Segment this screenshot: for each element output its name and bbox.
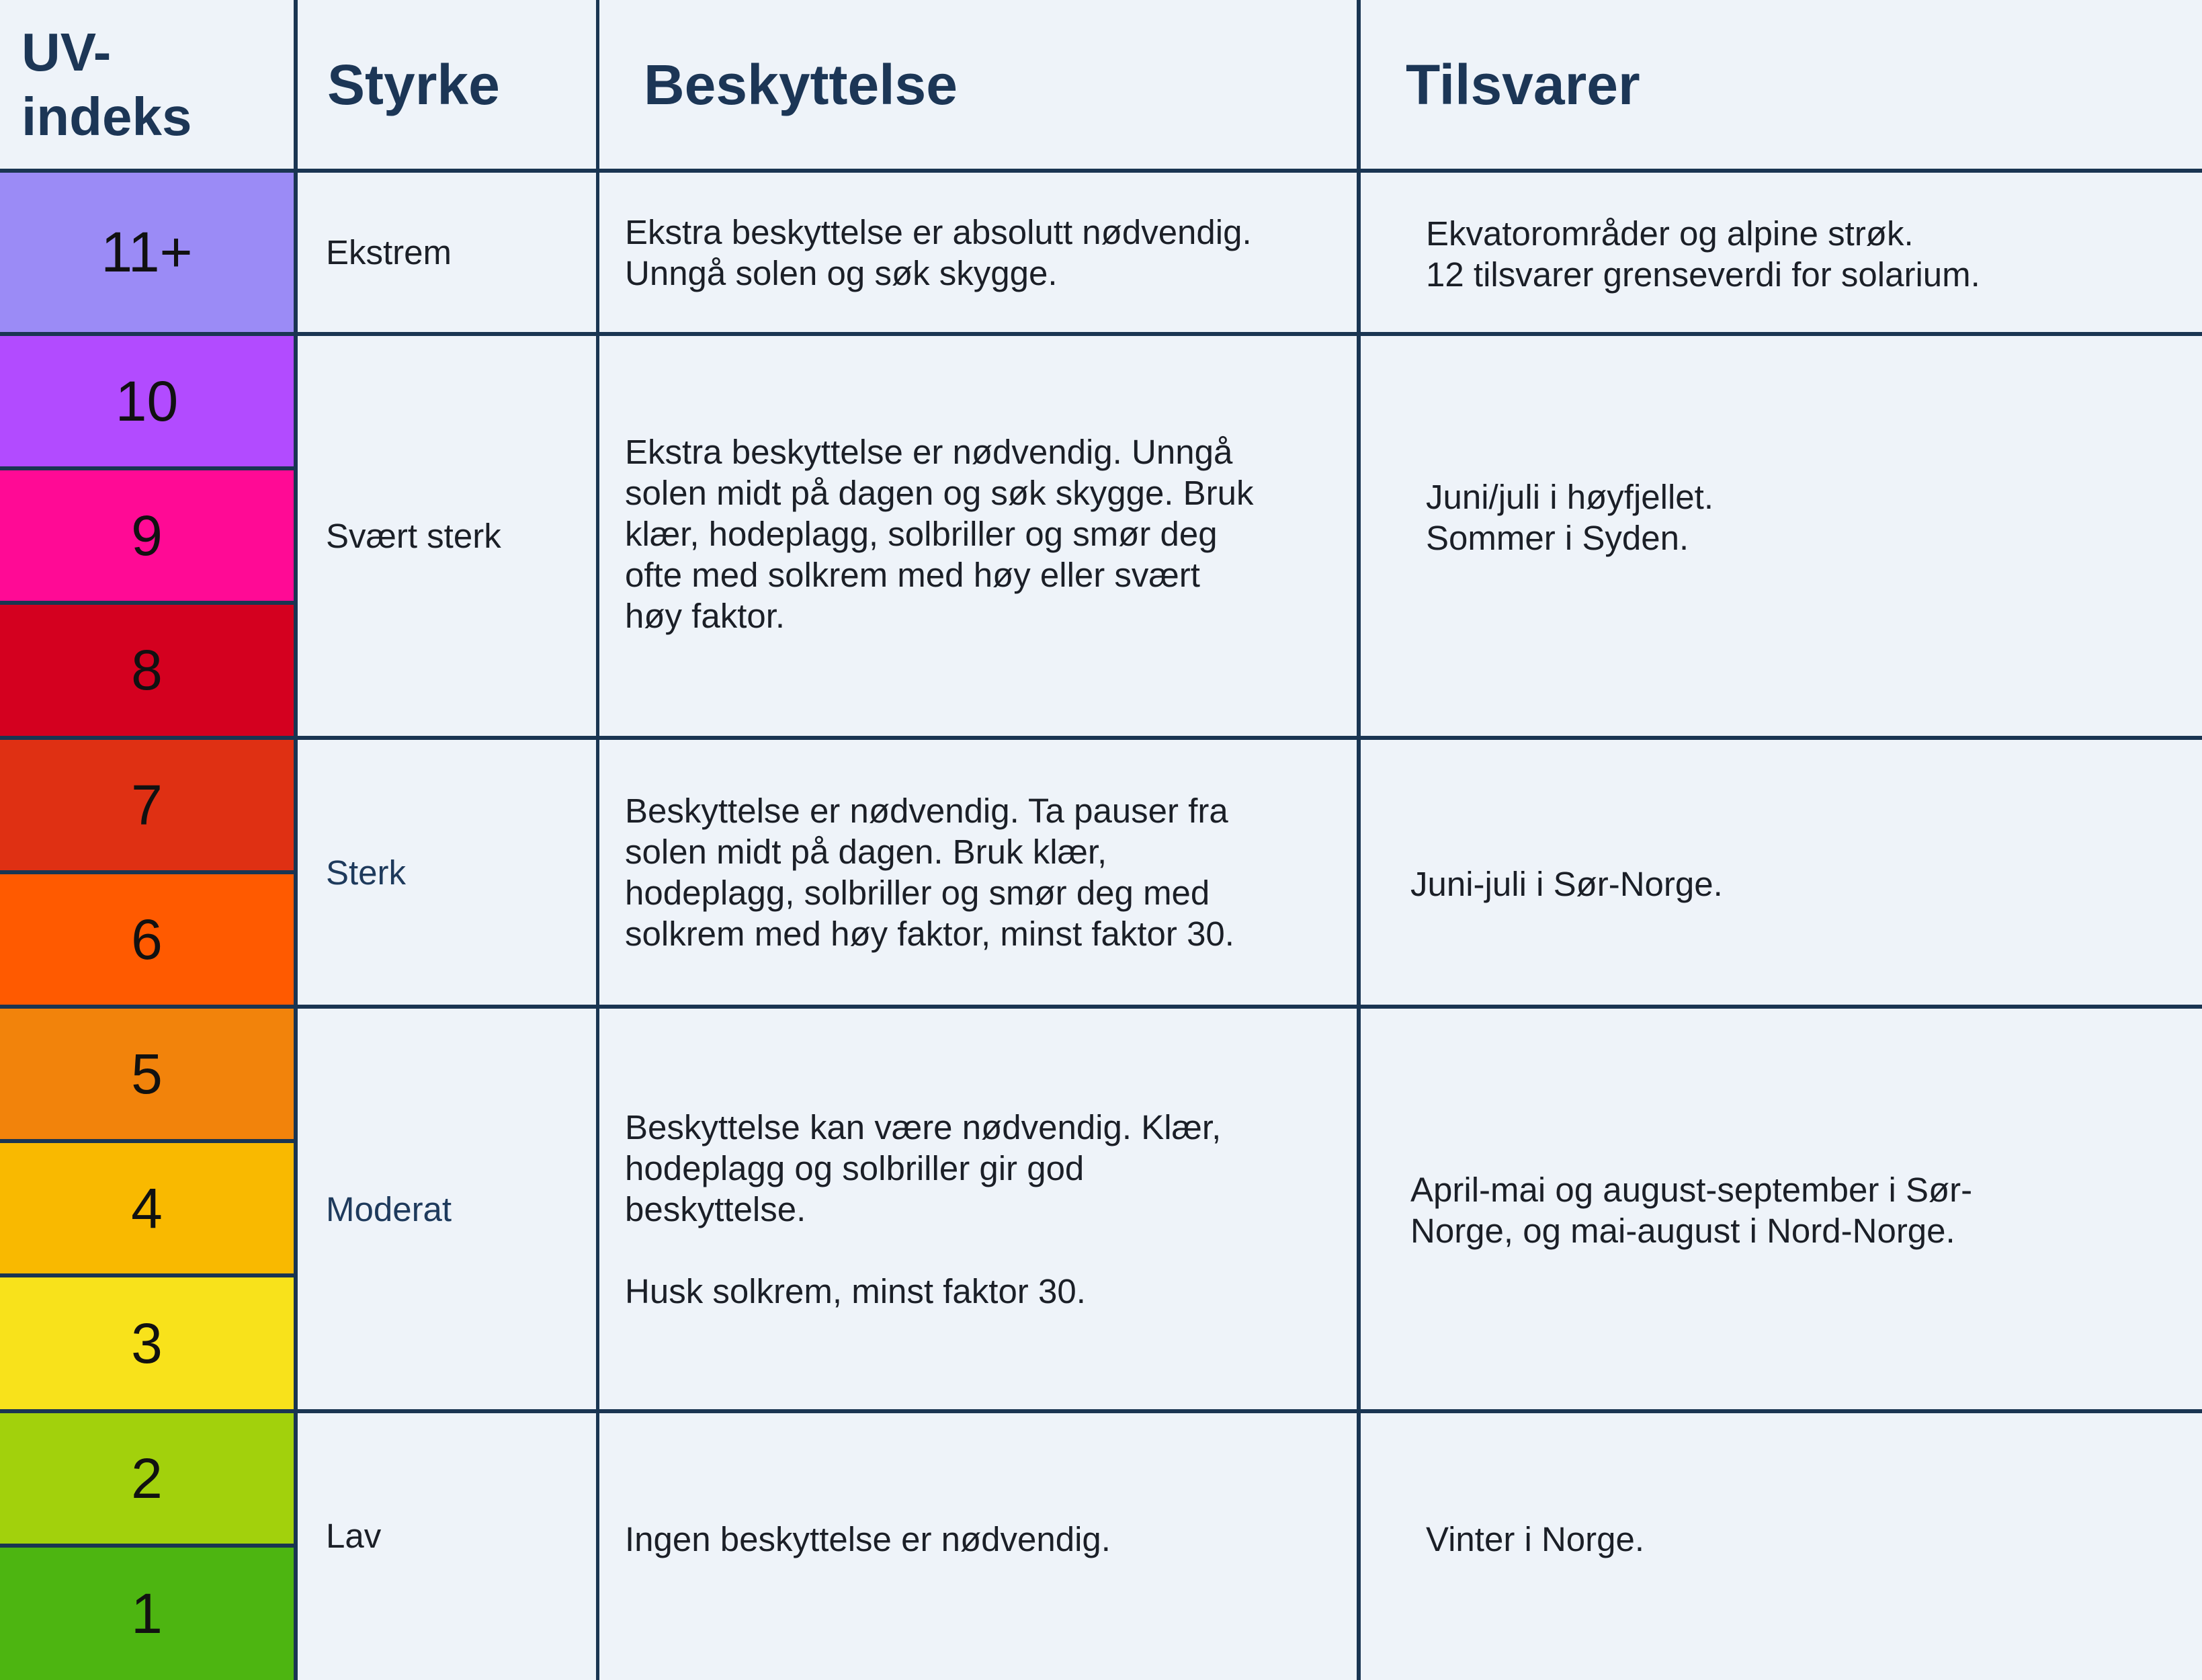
strength-very-strong: Svært sterk: [326, 517, 501, 555]
uv-level-5: [0, 1009, 294, 1139]
uv-level-label: 10: [115, 369, 179, 433]
grid-line-uv-divider: [0, 1544, 296, 1548]
protection-moderate: Beskyttelse kan være nødvendig. Klær, hodeplagg og solbriller gir god beskyttelse. Husk solkrem, minst faktor 30.: [625, 1107, 1222, 1310]
grid-line-uv-divider: [0, 466, 296, 470]
grid-line-uv-divider: [0, 1273, 296, 1277]
uv-level-2: [0, 1413, 294, 1544]
grid-line-vertical: [294, 0, 298, 1680]
grid-line-uv-divider: [0, 1139, 296, 1143]
grid-line-vertical: [1357, 0, 1361, 1680]
uv-level-3: [0, 1277, 294, 1409]
uv-level-11plus: [0, 173, 294, 332]
header-protection: Beskyttelse: [644, 52, 958, 116]
grid-line-horizontal: [0, 1005, 2202, 1009]
header-corresponds: Tilsvarer: [1406, 52, 1640, 116]
protection-low: Ingen beskyttelse er nødvendig.: [625, 1520, 1111, 1558]
corresponds-extreme: Ekvatorområder og alpine strøk. 12 tilsvarer grenseverdi for solarium.: [1426, 214, 1980, 294]
strength-moderate: Moderat: [326, 1189, 452, 1228]
uv-level-7: [0, 740, 294, 870]
uv-level-8: [0, 605, 294, 736]
strength-low: Lav: [326, 1517, 382, 1555]
corresponds-low: Vinter i Norge.: [1426, 1520, 1645, 1558]
uv-level-label: 4: [131, 1176, 163, 1240]
corresponds-moderate: April-mai og august-september i Sør- Norge, og mai-august i Nord-Norge.: [1410, 1171, 1973, 1250]
uv-level-label: 6: [131, 907, 163, 971]
grid-line-uv-divider: [0, 601, 296, 605]
strength-extreme: Ekstrem: [326, 233, 452, 271]
header-strength: Styrke: [327, 52, 500, 116]
uv-level-9: [0, 470, 294, 601]
uv-level-label: 9: [131, 503, 163, 567]
grid-line-uv-divider: [0, 870, 296, 874]
uv-level-6: [0, 874, 294, 1005]
uv-level-label: 11+: [101, 220, 193, 284]
corresponds-very-strong: Juni/juli i høyfjellet. Sommer i Syden.: [1426, 478, 1713, 557]
protection-extreme: Ekstra beskyttelse er absolutt nødvendig. Unngå solen og søk skygge.: [625, 212, 1252, 292]
grid-line-vertical: [596, 0, 599, 1680]
uv-level-4: [0, 1143, 294, 1273]
uv-level-label: 3: [131, 1311, 163, 1375]
grid-line-horizontal: [0, 332, 2202, 336]
protection-very-strong: Ekstra beskyttelse er nødvendig. Unngå solen midt på dagen og søk skygge. Bruk klær, hodeplagg, solbriller og smør deg ofte med solkrem med høy eller svært høy faktor.: [625, 432, 1254, 635]
corresponds-strong: Juni-juli i Sør-Norge.: [1410, 864, 1723, 903]
uv-level-label: 1: [131, 1582, 163, 1645]
uv-level-label: 7: [131, 773, 163, 837]
protection-strong: Beskyttelse er nødvendig. Ta pauser fra solen midt på dagen. Bruk klær, hodeplagg, solbriller og smør deg med solkrem med høy faktor, minst faktor 30.: [625, 792, 1234, 953]
uv-level-1: [0, 1548, 294, 1680]
header-uv-index: UV- indeks: [22, 22, 192, 146]
uv-level-label: 5: [131, 1042, 163, 1105]
grid-line-horizontal: [0, 1409, 2202, 1413]
uv-level-label: 8: [131, 638, 163, 702]
uv-level-10: [0, 336, 294, 466]
grid-line-horizontal: [0, 169, 2202, 173]
uv-level-label: 2: [131, 1446, 163, 1510]
grid-line-horizontal: [0, 736, 2202, 740]
strength-strong: Sterk: [326, 853, 407, 892]
